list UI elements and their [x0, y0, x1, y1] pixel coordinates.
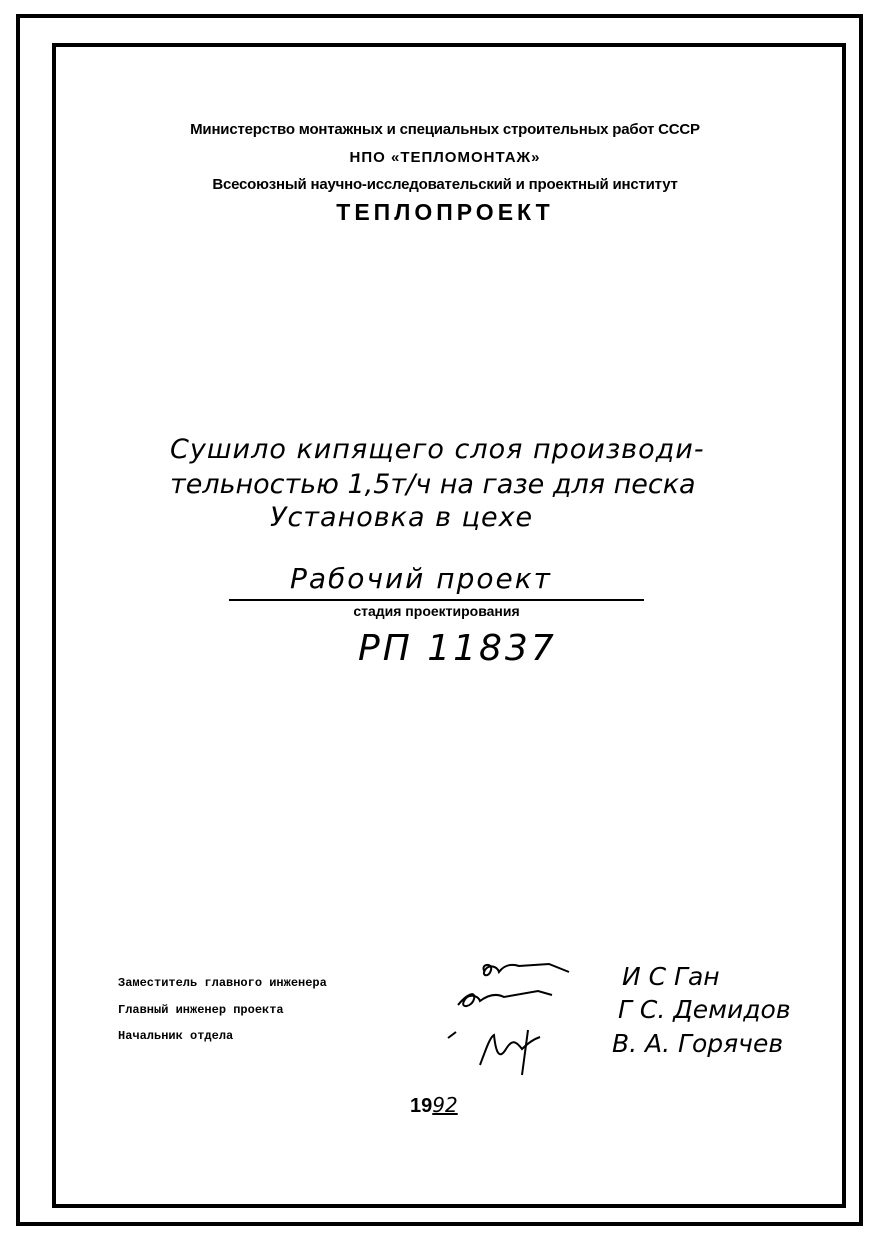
signatory-role-2: Главный инженер проекта [118, 1003, 284, 1017]
institute-description: Всесоюзный научно-исследовательский и проектный институт [212, 176, 678, 193]
signatory-role-1: Заместитель главного инженера [118, 976, 327, 990]
design-stage-label: стадия проектирования [353, 603, 520, 619]
design-stage-value: Рабочий проект [290, 562, 552, 595]
project-code: РП 11837 [358, 628, 557, 669]
year-printed: 19 [410, 1095, 433, 1117]
signatory-name-2: Г С. Демидов [618, 995, 791, 1024]
stage-underline [229, 599, 644, 601]
handwritten-signatures [440, 950, 600, 1080]
document-title-line-2: тельностью 1,5т/ч на газе для песка [170, 469, 696, 500]
signatory-name-1: И С Ган [622, 962, 720, 991]
document-title-line-3: Установка в цехе [270, 502, 534, 533]
year-handwritten: 92 [432, 1093, 458, 1117]
signatory-role-3: Начальник отдела [118, 1029, 234, 1043]
document-year [410, 1093, 458, 1118]
association-name: НПО «ТЕПЛОМОНТАЖ» [349, 149, 541, 166]
document-title-line-1: Сушило кипящего слоя производи- [170, 434, 705, 465]
signatory-name-3: В. А. Горячев [612, 1029, 784, 1058]
ministry-name: Министерство монтажных и специальных строительных работ СССР [190, 121, 700, 138]
institute-name: ТЕПЛОПРОЕКТ [336, 199, 554, 225]
